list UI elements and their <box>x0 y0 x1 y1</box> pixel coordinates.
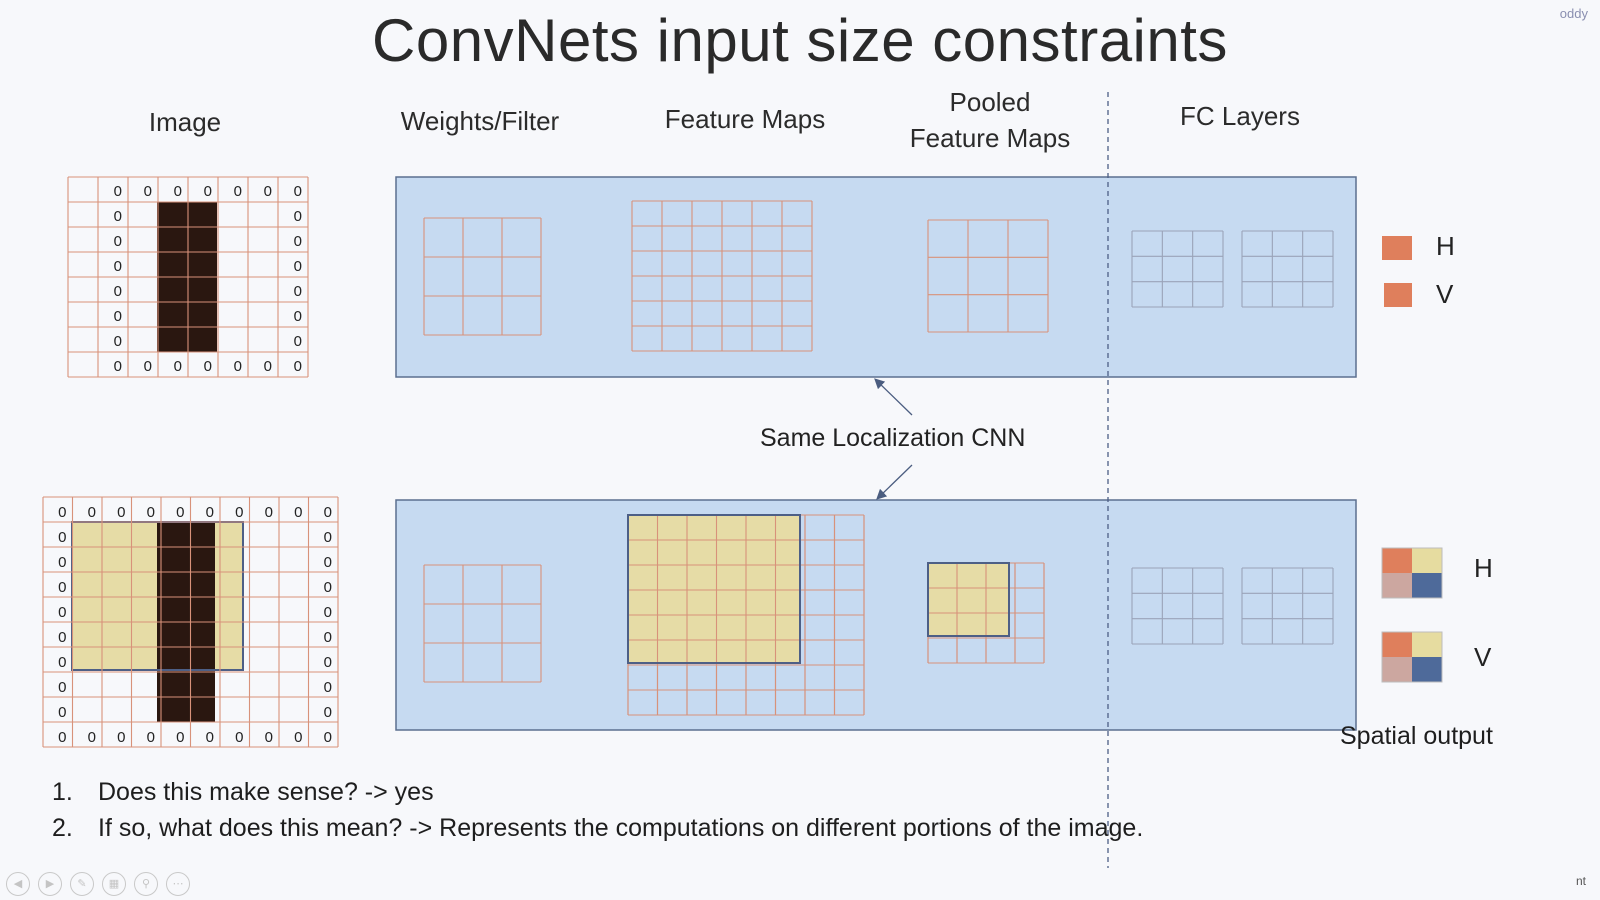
header-feature-maps: Feature Maps <box>664 104 826 134</box>
zero-cell: 0 <box>235 729 244 746</box>
zero-cell: 0 <box>293 258 302 275</box>
image-grid-top-lines <box>68 177 308 377</box>
image-grid-bottom <box>43 497 338 747</box>
zero-cell: 0 <box>113 358 122 375</box>
question-text: Does this make sense? -> yes <box>98 778 434 806</box>
zero-cell: 0 <box>113 233 122 250</box>
legend-h-square-top <box>1382 236 1412 260</box>
presentation-toolbar <box>6 872 190 896</box>
zero-cell: 0 <box>323 529 332 546</box>
zero-cell: 0 <box>58 629 67 646</box>
zero-cell: 0 <box>264 504 273 521</box>
zero-cell: 0 <box>323 504 332 521</box>
legend-v-block-bottom <box>1382 632 1442 682</box>
question-number: 1. <box>52 778 73 806</box>
zero-cell: 0 <box>146 504 155 521</box>
zero-cell: 0 <box>87 729 96 746</box>
question-item <box>52 774 1143 810</box>
arrow-to-top-panel <box>876 380 912 415</box>
arrow-to-bottom-panel <box>878 465 912 498</box>
zero-cell: 0 <box>176 504 185 521</box>
zero-cell: 0 <box>294 504 303 521</box>
spatial-output-label: Spatial output <box>1340 722 1493 750</box>
pen-icon[interactable]: ✎ <box>70 872 94 896</box>
zero-cell: 0 <box>58 529 67 546</box>
zero-cell: 0 <box>233 358 242 375</box>
zero-cell: 0 <box>233 183 242 200</box>
zero-cell: 0 <box>87 504 96 521</box>
question-number: 2. <box>52 814 73 842</box>
header-pooled-line1: Pooled <box>949 87 1031 117</box>
zero-cell: 0 <box>113 208 122 225</box>
zero-cell: 0 <box>323 554 332 571</box>
zero-cell: 0 <box>293 183 302 200</box>
prev-icon[interactable]: ◀ <box>6 872 30 896</box>
zero-cell: 0 <box>113 258 122 275</box>
zero-cell: 0 <box>293 208 302 225</box>
zero-cell: 0 <box>58 554 67 571</box>
zero-cell: 0 <box>205 729 214 746</box>
zero-cell: 0 <box>58 654 67 671</box>
next-icon[interactable]: ▶ <box>38 872 62 896</box>
watermark-top: oddy <box>1559 6 1588 21</box>
zero-cell: 0 <box>117 729 126 746</box>
image-grid-top <box>68 177 308 377</box>
zero-cell: 0 <box>293 283 302 300</box>
zero-cell: 0 <box>58 579 67 596</box>
header-weights-filter: Weights/Filter <box>400 106 560 136</box>
zero-cell: 0 <box>58 704 67 721</box>
zero-cell: 0 <box>264 729 273 746</box>
zero-cell: 0 <box>263 183 272 200</box>
zero-cell: 0 <box>323 729 332 746</box>
zero-cell: 0 <box>323 654 332 671</box>
legend-v-label-bottom: V <box>1474 642 1492 672</box>
zero-cell: 0 <box>293 358 302 375</box>
zero-cell: 0 <box>323 579 332 596</box>
header-pooled-line2: Feature Maps <box>909 123 1071 153</box>
cnn-panel-top <box>396 177 1356 377</box>
zero-cell: 0 <box>323 704 332 721</box>
same-localization-cnn-label: Same Localization CNN <box>760 424 1026 452</box>
cnn-panel-bottom <box>396 500 1356 730</box>
header-fc-layers: FC Layers <box>1180 101 1300 131</box>
question-list <box>52 774 1143 846</box>
zero-cell: 0 <box>263 358 272 375</box>
zero-cell: 0 <box>323 679 332 696</box>
zero-cell: 0 <box>58 604 67 621</box>
legend-h-label-bottom: H <box>1474 553 1493 583</box>
legend-v-square-top <box>1384 283 1412 307</box>
slide-title: ConvNets input size constraints <box>372 7 1228 74</box>
zero-cell: 0 <box>58 504 67 521</box>
zero-cell: 0 <box>235 504 244 521</box>
zero-cell: 0 <box>205 504 214 521</box>
zero-cell: 0 <box>146 729 155 746</box>
zero-cell: 0 <box>113 283 122 300</box>
zero-cell: 0 <box>323 629 332 646</box>
feature-map-highlight <box>628 515 800 663</box>
zero-cell: 0 <box>323 604 332 621</box>
zero-cell: 0 <box>203 183 212 200</box>
zero-cell: 0 <box>176 729 185 746</box>
zero-cell: 0 <box>113 333 122 350</box>
zero-cell: 0 <box>203 358 212 375</box>
zero-cell: 0 <box>293 333 302 350</box>
legend-h-block-bottom <box>1382 548 1442 598</box>
zero-cell: 0 <box>173 358 182 375</box>
zero-cell: 0 <box>113 308 122 325</box>
slides-icon[interactable]: ▦ <box>102 872 126 896</box>
zero-cell: 0 <box>143 358 152 375</box>
legend-v-label-top: V <box>1436 279 1454 309</box>
question-item <box>52 810 1143 846</box>
zoom-icon[interactable]: ⚲ <box>134 872 158 896</box>
watermark-bottom: nt <box>1575 874 1586 888</box>
zero-cell: 0 <box>293 308 302 325</box>
legend-h-label-top: H <box>1436 231 1455 261</box>
zero-cell: 0 <box>117 504 126 521</box>
zero-cell: 0 <box>143 183 152 200</box>
pooled-map-highlight <box>928 563 1009 636</box>
header-image: Image <box>148 107 222 137</box>
zero-cell: 0 <box>294 729 303 746</box>
zero-cell: 0 <box>58 729 67 746</box>
more-icon[interactable]: ⋯ <box>166 872 190 896</box>
zero-cell: 0 <box>173 183 182 200</box>
zero-cell: 0 <box>293 233 302 250</box>
zero-cell: 0 <box>113 183 122 200</box>
question-text: If so, what does this mean? -> Represents the computations on different portions of the image. <box>98 814 1144 842</box>
zero-cell: 0 <box>58 679 67 696</box>
